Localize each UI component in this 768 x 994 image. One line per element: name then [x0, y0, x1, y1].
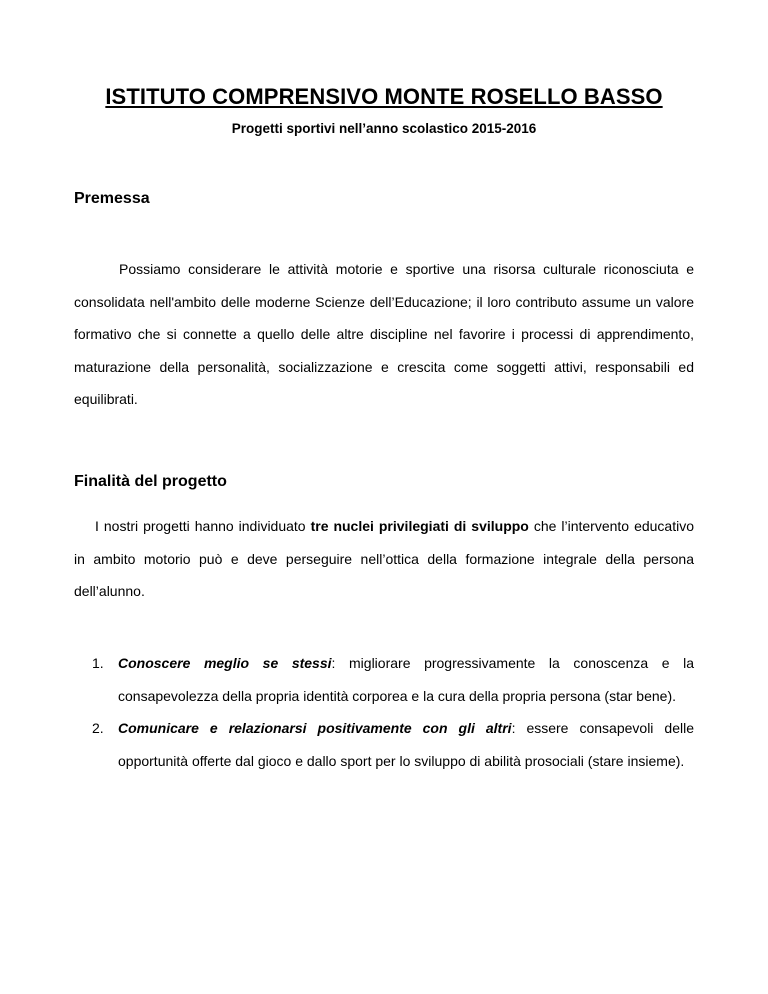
finalita-paragraph-text-start: I nostri progetti hanno individuato [95, 518, 311, 534]
list-item-number: 2. [92, 720, 104, 736]
list-item [92, 712, 694, 777]
premessa-paragraph: Possiamo considerare le attività motorie e sportive una risorsa culturale riconosciuta e consolidata nell'ambito delle moderne Scienze dell’Educazione; il loro contributo assume un valore formativo che si connette a quello delle altre discipline nel favorire i processi di apprendimento, maturazione della personalità, socializzazione e crescita come soggetti attivi, responsabili ed equilibrati. [74, 261, 694, 407]
objectives-list [92, 647, 694, 777]
list-item-text: : migliorare progressivamente la conoscenza e la consapevolezza della propria identità corporea e la cura della propria persona (star bene). [118, 655, 695, 704]
document-subtitle: Progetti sportivi nell’anno scolastico 2015-2016 [231, 121, 537, 136]
list-item-lead: Conoscere meglio se stessi [118, 655, 332, 671]
section-heading-premessa: Premessa [74, 190, 150, 207]
list-item-lead: Comunicare e relazionarsi positivamente con gli altri [118, 720, 512, 736]
finalita-paragraph-bold: tre nuclei privilegiati di sviluppo [310, 518, 529, 534]
list-item-text: : essere consapevoli delle opportunità offerte dal gioco e dallo sport per lo sviluppo di abilità prosociali (stare insieme). [118, 720, 694, 769]
list-item [92, 647, 694, 712]
document-title: ISTITUTO COMPRENSIVO MONTE ROSELLO BASSO [105, 84, 663, 109]
list-item-number: 1. [92, 655, 104, 671]
section-heading-finalita: Finalità del progetto [74, 473, 227, 490]
finalita-paragraph-text-end: che l’intervento educativo in ambito motorio può e deve perseguire nell’ottica della formazione integrale della persona dell’alunno. [74, 518, 694, 599]
finalita-paragraph [74, 510, 694, 608]
